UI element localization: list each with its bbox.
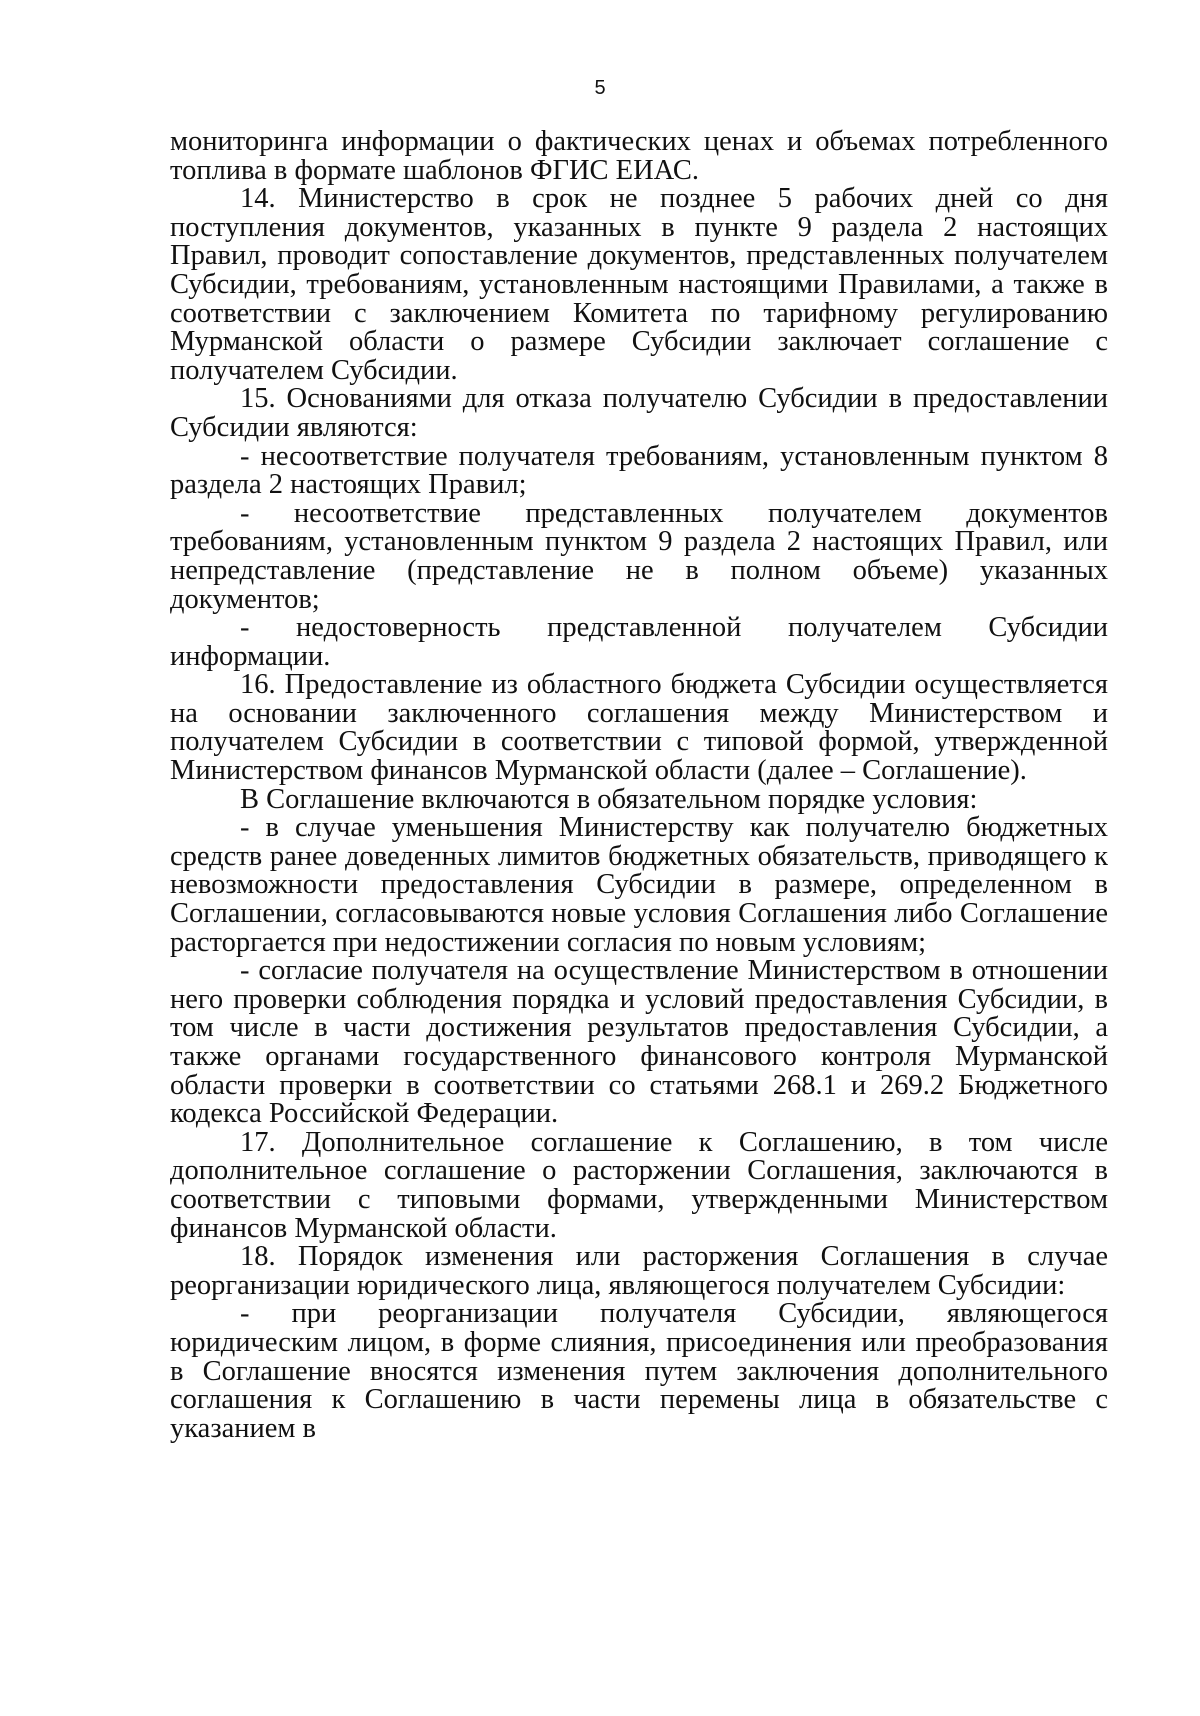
paragraph-14: 14. Министерство в срок не позднее 5 рабочих дней со дня поступления документов, указанных в пункте 9 раздела 2 настоящих Правил, проводит сопоставление документов, представленных получателем Субсидии, требованиям, установленным настоящими Правилами, а также в соответствии с заключением Комитета по тарифному регулированию Мурманской области о размере Субсидии заключает соглашение с получателем Субсидии. bbox=[170, 183, 1108, 386]
paragraph-17: 17. Дополнительное соглашение к Соглашению, в том числе дополнительное соглашение о расторжении Соглашения, заключаются в соответствии с типовыми формами, утвержденными Министерством финансов Мурманской области. bbox=[170, 1126, 1108, 1244]
list-item-audit-consent: - согласие получателя на осуществление Министерством в отношении него проверки соблюдения порядка и условий предоставления Субсидии, в том числе в части достижения результатов предоставления Субсидии, а также органами государственного финансового контроля Мурманской области проверки в соответствии со статьями 268.1 и 269.2 Бюджетного кодекса Российской Федерации. bbox=[170, 955, 1108, 1130]
list-item-documents-mismatch: - несоответствие представленных получателем документов требованиям, установленным пунктом 9 раздела 2 настоящих Правил, или непредставление (представление не в полном объеме) указанных документов; bbox=[170, 497, 1108, 615]
list-item-unreliable-info: - недостоверность представленной получателем Субсидии информации. bbox=[170, 612, 1108, 672]
paragraph-continuation: мониторинга информации о фактических ценах и объемах потребленного топлива в формате шаблонов ФГИС ЕИАС. bbox=[170, 126, 1108, 186]
paragraph-agreement-conditions: В Соглашение включаются в обязательном порядке условия: bbox=[240, 783, 978, 815]
paragraph-18: 18. Порядок изменения или расторжения Соглашения в случае реорганизации юридического лица, являющегося получателем Субсидии: bbox=[170, 1241, 1108, 1301]
list-item-requirements-mismatch: - несоответствие получателя требованиям, установленным пунктом 8 раздела 2 настоящих Правил; bbox=[170, 440, 1108, 501]
paragraph-15: 15. Основаниями для отказа получателю Субсидии в предоставлении Субсидии являются: bbox=[170, 383, 1108, 443]
document-body bbox=[170, 128, 1108, 1443]
list-item-limits-reduction: - в случае уменьшения Министерству как получателю бюджетных средств ранее доведенных лимитов бюджетных обязательств, приводящего к невозможности предоставления Субсидии в размере, определенном в Соглашении, согласовываются новые условия Соглашения либо Соглашение расторгается при недостижении согласия по новым условиям; bbox=[170, 812, 1108, 958]
paragraph-16: 16. Предоставление из областного бюджета Субсидии осуществляется на основании заключенного соглашения между Министерством и получателем Субсидии в соответствии с типовой формой, утвержденной Министерством финансов Мурманской области (далее – Соглашение). bbox=[170, 669, 1108, 787]
list-item-reorganization: - при реорганизации получателя Субсидии, являющегося юридическим лицом, в форме слияния, присоединения или преобразования в Соглашение вносятся изменения путем заключения дополнительного соглашения к Соглашению в части перемены лица в обязательстве с указанием в bbox=[170, 1298, 1108, 1444]
page-number: 5 bbox=[594, 77, 606, 99]
